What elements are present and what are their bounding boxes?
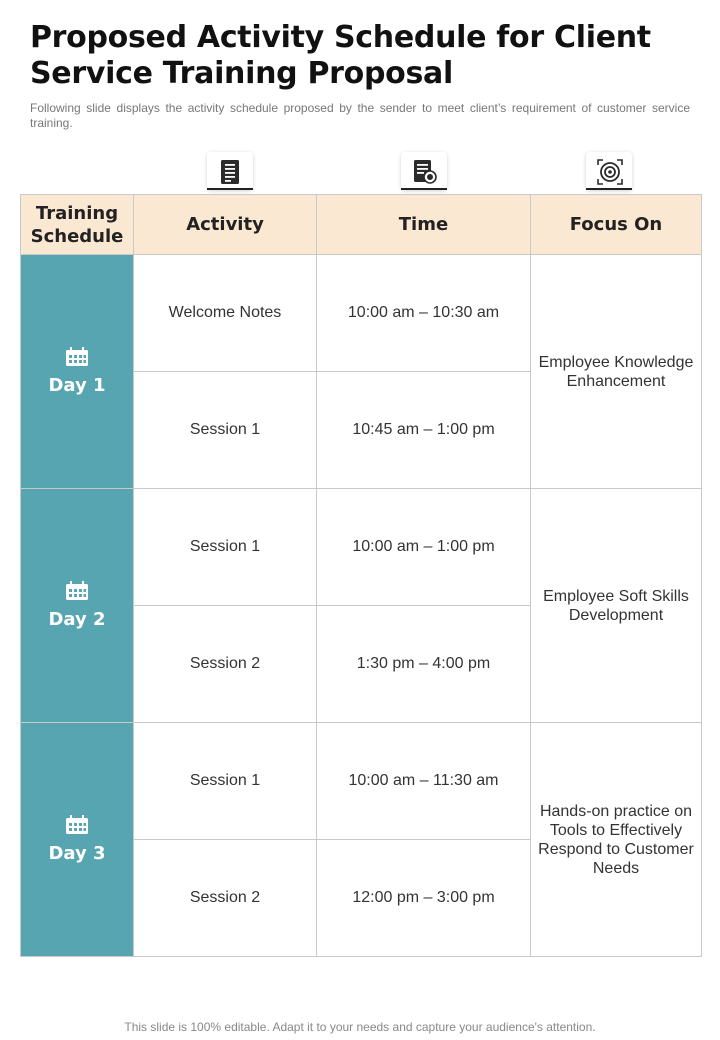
schedule-table — [20, 194, 702, 957]
header-training-schedule: Training Schedule — [21, 195, 134, 255]
header-focus: Focus On — [531, 195, 702, 255]
time-cell: 12:00 pm – 3:00 pm — [317, 840, 531, 957]
time-cell: 10:45 am – 1:00 pm — [317, 372, 531, 489]
table-row — [21, 489, 702, 606]
day-3-cell — [21, 723, 134, 957]
activity-cell: Welcome Notes — [134, 255, 317, 372]
calendar-icon — [65, 581, 89, 601]
activity-cell: Session 2 — [134, 606, 317, 723]
table-row — [21, 255, 702, 372]
table-row — [21, 723, 702, 840]
time-cell: 10:00 am – 11:30 am — [317, 723, 531, 840]
activity-cell: Session 2 — [134, 840, 317, 957]
day-label: Day 1 — [48, 375, 106, 396]
target-icon — [586, 152, 632, 190]
day-1-cell — [21, 255, 134, 489]
day-label: Day 3 — [48, 843, 106, 864]
focus-cell: Employee Soft Skills Development — [531, 489, 702, 723]
time-cell: 10:00 am – 1:00 pm — [317, 489, 531, 606]
day-2-cell — [21, 489, 134, 723]
calendar-icon — [65, 815, 89, 835]
page-subtitle: Following slide displays the activity schedule proposed by the sender to meet client’s requirement of customer service training. — [30, 101, 690, 130]
activity-cell: Session 1 — [134, 372, 317, 489]
footer-note: This slide is 100% editable. Adapt it to your needs and capture your audience's attention. — [124, 1020, 596, 1034]
activity-cell: Session 1 — [134, 723, 317, 840]
certificate-icon — [401, 152, 447, 190]
time-cell: 1:30 pm – 4:00 pm — [317, 606, 531, 723]
table-header-row — [21, 195, 702, 255]
time-cell: 10:00 am – 10:30 am — [317, 255, 531, 372]
focus-cell: Hands-on practice on Tools to Effectively Respond to Customer Needs — [531, 723, 702, 957]
day-label: Day 2 — [48, 609, 106, 630]
document-list-icon — [207, 152, 253, 190]
page-title: Proposed Activity Schedule for Client Service Training Proposal — [30, 20, 651, 91]
header-activity: Activity — [134, 195, 317, 255]
focus-cell: Employee Knowledge Enhancement — [531, 255, 702, 489]
calendar-icon — [65, 347, 89, 367]
activity-cell: Session 1 — [134, 489, 317, 606]
header-time: Time — [317, 195, 531, 255]
